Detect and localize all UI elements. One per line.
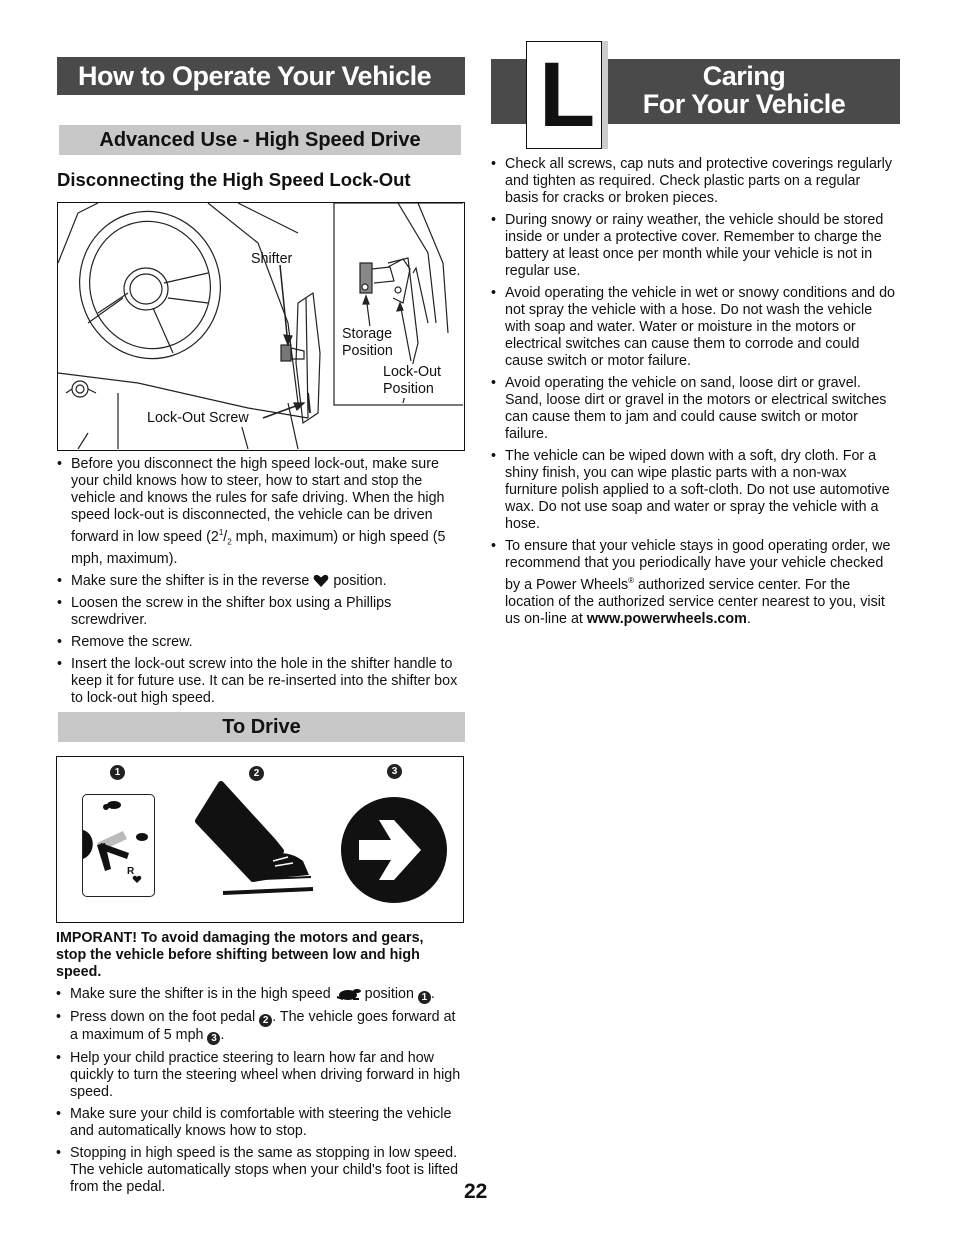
list-item — [56, 986, 466, 1004]
label-storage-line2: Position — [342, 343, 393, 359]
lockout-step-1: Before you disconnect the high speed lock-out, make sure your child knows how to steer, how to start and stop the vehicle and knows the rules for safe driving. When the high speed lock-out is disconnected, the vehicle can be driven forward in low speed (2 — [71, 456, 445, 545]
list-item — [491, 538, 896, 628]
label-lockout-screw: Lock-Out Screw — [147, 410, 249, 426]
important-note: IMPORANT! To avoid damaging the motors and gears, stop the vehicle before shifting between low and high speed. — [56, 930, 424, 980]
lockout-step-1-tail: mph, maximum) or high speed (5 mph, maximum). — [71, 528, 446, 567]
page-number: 22 — [464, 1180, 488, 1203]
drive-step-1-post: . — [430, 986, 435, 1002]
lockout-step-2-tail: position. — [329, 572, 387, 589]
label-lockout-line1: Lock-Out — [383, 364, 442, 380]
forward-arrow-icon — [339, 795, 449, 905]
label-storage-position — [342, 326, 393, 360]
drive-steps-list — [56, 986, 466, 1201]
drive-step-1-pre: Make sure the shifter is in the high speed — [70, 986, 331, 1002]
drive-step-1-mid: position — [360, 986, 414, 1002]
registered-mark: ® — [628, 576, 635, 585]
list-item: • Loosen the screw in the shifter box using a Phillips screwdriver. — [57, 595, 465, 629]
caring-last-mid: authorized service center. For the location of the authorized service center nearest to you, visit us on-line at — [505, 576, 885, 627]
list-item — [56, 1009, 466, 1045]
sub-header-to-drive-text: To Drive — [222, 716, 301, 738]
fraction-numerator: 1 — [218, 528, 224, 537]
fraction-denominator: 2 — [227, 537, 232, 547]
sub-header-to-drive — [58, 712, 465, 742]
reverse-heart-icon — [313, 574, 329, 588]
label-storage-line1: Storage — [342, 326, 393, 342]
step-2-inline-icon: 2 — [259, 1014, 272, 1027]
step-3-inline-icon: 3 — [207, 1032, 220, 1045]
step-3-icon: 3 — [387, 764, 402, 779]
caring-header-line2: For Your Vehicle — [642, 89, 846, 119]
drive-figure — [56, 756, 464, 923]
shifter-illustration — [58, 203, 463, 449]
label-lockout-line2: Position — [383, 381, 434, 397]
drive-step-2-pre: Press down on the foot pedal — [70, 1009, 256, 1025]
caring-last-post: . — [746, 610, 751, 627]
list-item: • The vehicle can be wiped down with a soft, dry cloth. For a shiny finish, you can wipe plastic parts with a non-wax furniture polish applied to a soft-cloth. Do not use automotive wax. Do not use soap and water or spray the vehicle with a hose. — [491, 448, 896, 533]
drive-step-2-mid: . The vehicle goes forward at a maximum of 5 mph — [70, 1009, 456, 1043]
list-item: • Make sure your child is comfortable with steering the vehicle and automatically knows how to stop. — [56, 1106, 466, 1140]
list-item: • During snowy or rainy weather, the vehicle should be stored inside or under a protective cover. Remember to charge the battery at least once per month while your vehicle is not in regular use. — [491, 212, 896, 280]
label-lockout-position — [383, 364, 441, 398]
list-item: • Avoid operating the vehicle on sand, loose dirt or gravel. Sand, loose dirt or gravel in the motors or electrical switches can cause them to jam and could cause switch or motor failure. — [491, 375, 896, 443]
shift-lever-icon — [83, 795, 156, 898]
step-1-inline-icon: 1 — [418, 991, 431, 1004]
drive-step-2-post: . — [220, 1027, 225, 1043]
list-item: • Avoid operating the vehicle in wet or snowy conditions and do not spray the vehicle with a hose. Do not wash the vehicle with soap and water. Water or moisture in the motors or electrical switches can cause them to corrode and could cause switch or motor failure. — [491, 285, 896, 370]
sub-title-lockout: Disconnecting the High Speed Lock-Out — [57, 169, 411, 190]
shifter-figure — [57, 202, 465, 451]
foot-pedal-icon — [193, 781, 323, 911]
shift-r-label: R — [127, 866, 135, 877]
list-item: • Stopping in high speed is the same as stopping in low speed. The vehicle automatically stops when your child's foot is lifted from the pedal. — [56, 1145, 466, 1196]
label-shifter: Shifter — [251, 251, 293, 267]
list-item: • Insert the lock-out screw into the hole in the shifter handle to keep it for future use. It can be re-inserted into the shifter box to lock-out high speed. — [57, 656, 465, 707]
list-item: • Remove the screw. — [57, 634, 465, 651]
list-item: • Help your child practice steering to learn how far and how quickly to turn the steering wheel when driving forward in high speed. — [56, 1050, 466, 1101]
section-letter: L — [539, 44, 596, 146]
sub-header-high-speed — [59, 125, 461, 155]
step-1-icon: 1 — [110, 765, 125, 780]
step-2-icon: 2 — [249, 766, 264, 781]
section-letter-tab — [526, 41, 602, 149]
website-link[interactable]: www.powerwheels.com — [586, 610, 747, 627]
caring-header-line1: Caring — [702, 61, 786, 91]
caring-header-text — [612, 62, 876, 118]
caring-list — [491, 156, 896, 633]
section-header-operate — [57, 57, 465, 95]
list-item: • Before you disconnect the high speed lock-out, make sure your child knows how to steer, how to start and stop the vehicle and knows the rules for safe driving. When the high speed lock-out is disconnected, the vehicle can be driven forward in low speed ($2^1/_2$ mph, maximum) or high speed (5 mph, maximum). — [57, 456, 465, 568]
section-header-operate-text: How to Operate Your Vehicle — [78, 61, 432, 91]
high-speed-rabbit-icon — [335, 987, 361, 1001]
list-item — [57, 573, 465, 590]
lockout-step-2: Make sure the shifter is in the reverse — [71, 572, 310, 589]
caring-last-pre: To ensure that your vehicle stays in good operating order, we recommend that you periodically have your vehicle checked by a Power Wheels — [505, 538, 891, 593]
sub-header-high-speed-text: Advanced Use - High Speed Drive — [99, 129, 421, 151]
shift-panel — [82, 794, 155, 897]
list-item: • Check all screws, cap nuts and protective coverings regularly and tighten as required. Check plastic parts on a regular basis for cracks or broken pieces. — [491, 156, 896, 207]
lockout-steps-list — [57, 456, 465, 712]
